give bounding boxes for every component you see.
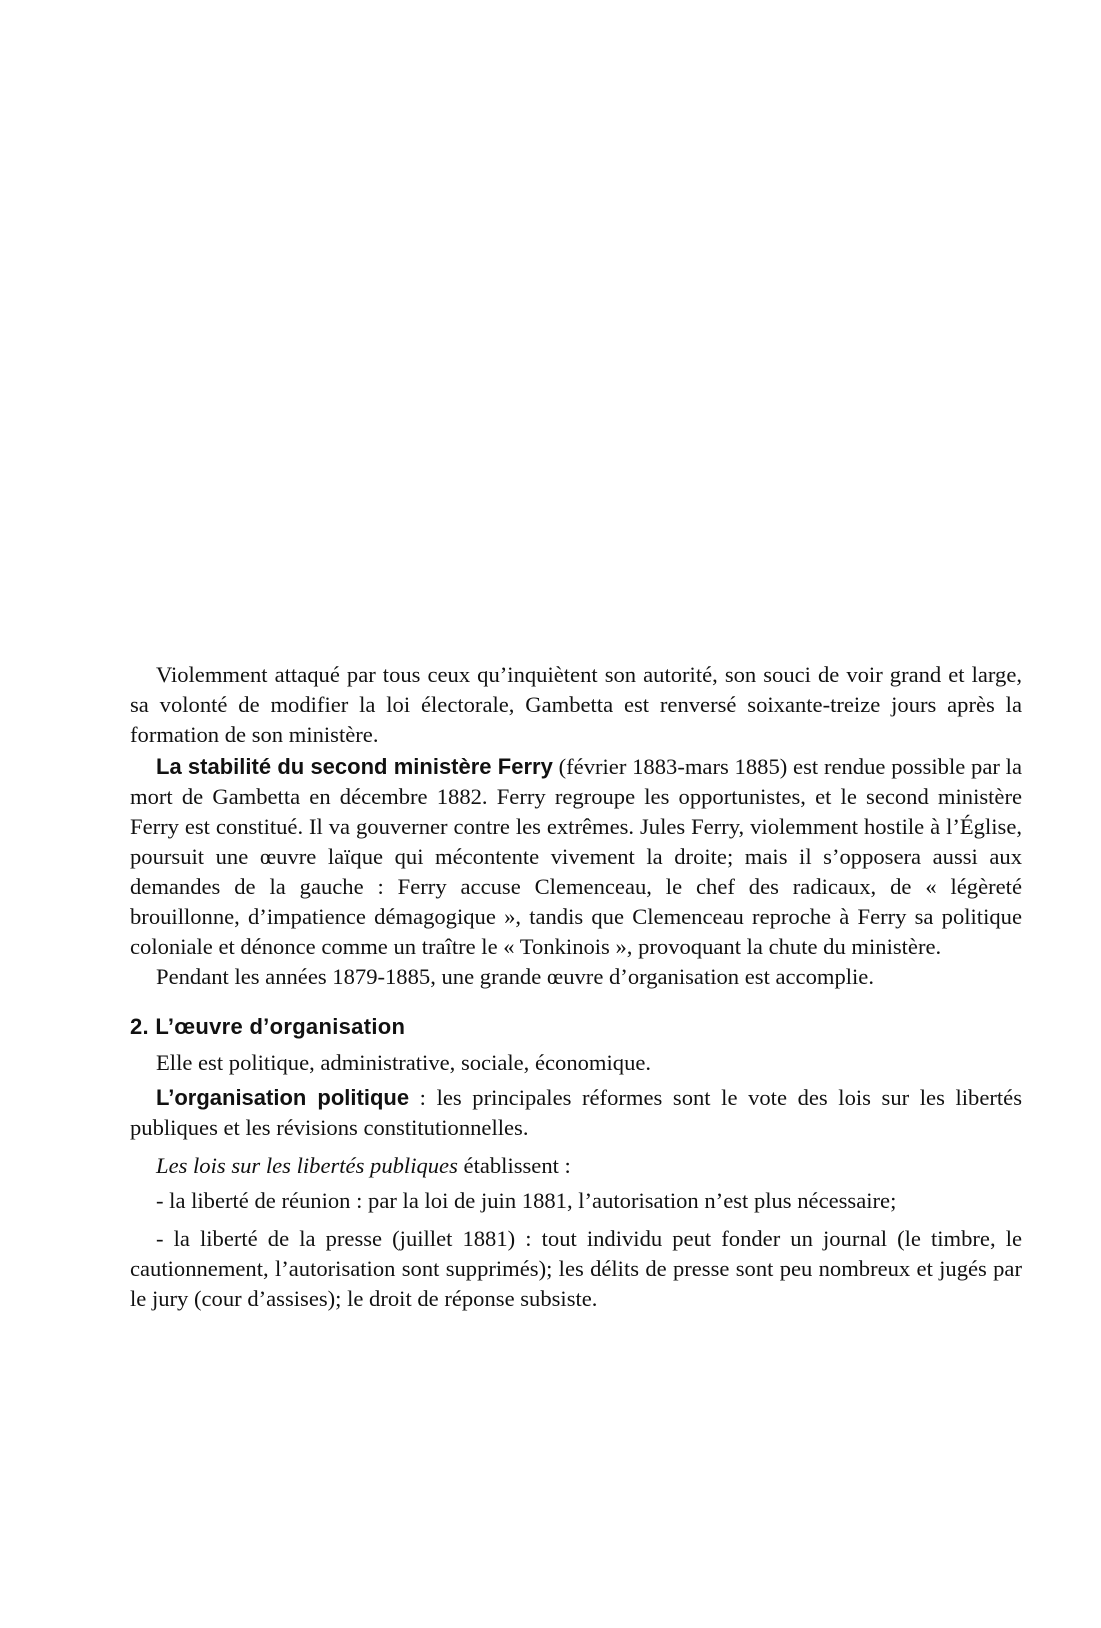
- paragraph-period: Pendant les années 1879-1885, une grande œuvre d’organisation est accomplie.: [156, 964, 874, 989]
- lois-italic: Les lois sur les libertés publiques: [156, 1153, 458, 1178]
- list-item-reunion: - la liberté de réunion : par la loi de juin 1881, l’autorisation n’est plus nécessaire;: [156, 1188, 897, 1213]
- lois-text: établissent :: [457, 1153, 571, 1178]
- page-body: [130, 660, 1022, 1314]
- ferry-text: (février 1883-mars 1885) est rendue possible par la mort de Gambetta en décembre 1882. Ferry regroupe les opportunistes, et le second ministère Ferry est constitué. Il va gouverner contre les extrêmes. Jules Ferry, violemment hostile à l’Église, poursuit une œuvre laïque qui mécontente vivement la droite; mais il s’opposera aussi aux demandes de la gauche : Ferry accuse Clemenceau, le chef des radicaux, de « légèreté brouillonne, d’impatience démagogique », tandis que Clemenceau reproche à Ferry sa politique coloniale et dénonce comme un traître le « Tonkinois », provoquant la chute du ministère.: [130, 754, 1022, 959]
- paragraph-gambetta: Violemment attaqué par tous ceux qu’inquiètent son autorité, son souci de voir grand et large, sa volonté de modifier la loi électorale, Gambetta est renversé soixante-treize jours après la formation de son ministère.: [130, 662, 1022, 747]
- paragraph-intro: Elle est politique, administrative, sociale, économique.: [156, 1050, 652, 1075]
- section-heading: 2. L’œuvre d’organisation: [130, 1014, 406, 1039]
- paragraph-lois: [130, 1151, 1022, 1181]
- paragraph-ferry: [130, 752, 1022, 962]
- org-politique-text: : les principales réformes sont le vote des lois sur les libertés publiques et les révisions constitutionnelles.: [130, 1085, 1022, 1140]
- list-item-presse: - la liberté de la presse (juillet 1881) : tout individu peut fonder un journal (le timbre, le cautionnement, l’autorisation sont supprimés); les délits de presse sont peu nombreux et jugés par le jury (cour d’assises); le droit de réponse subsiste.: [130, 1226, 1022, 1311]
- ferry-heading: La stabilité du second ministère Ferry: [156, 754, 553, 779]
- org-politique-heading: L’organisation politique: [156, 1085, 410, 1110]
- paragraph-org-politique: [130, 1083, 1022, 1143]
